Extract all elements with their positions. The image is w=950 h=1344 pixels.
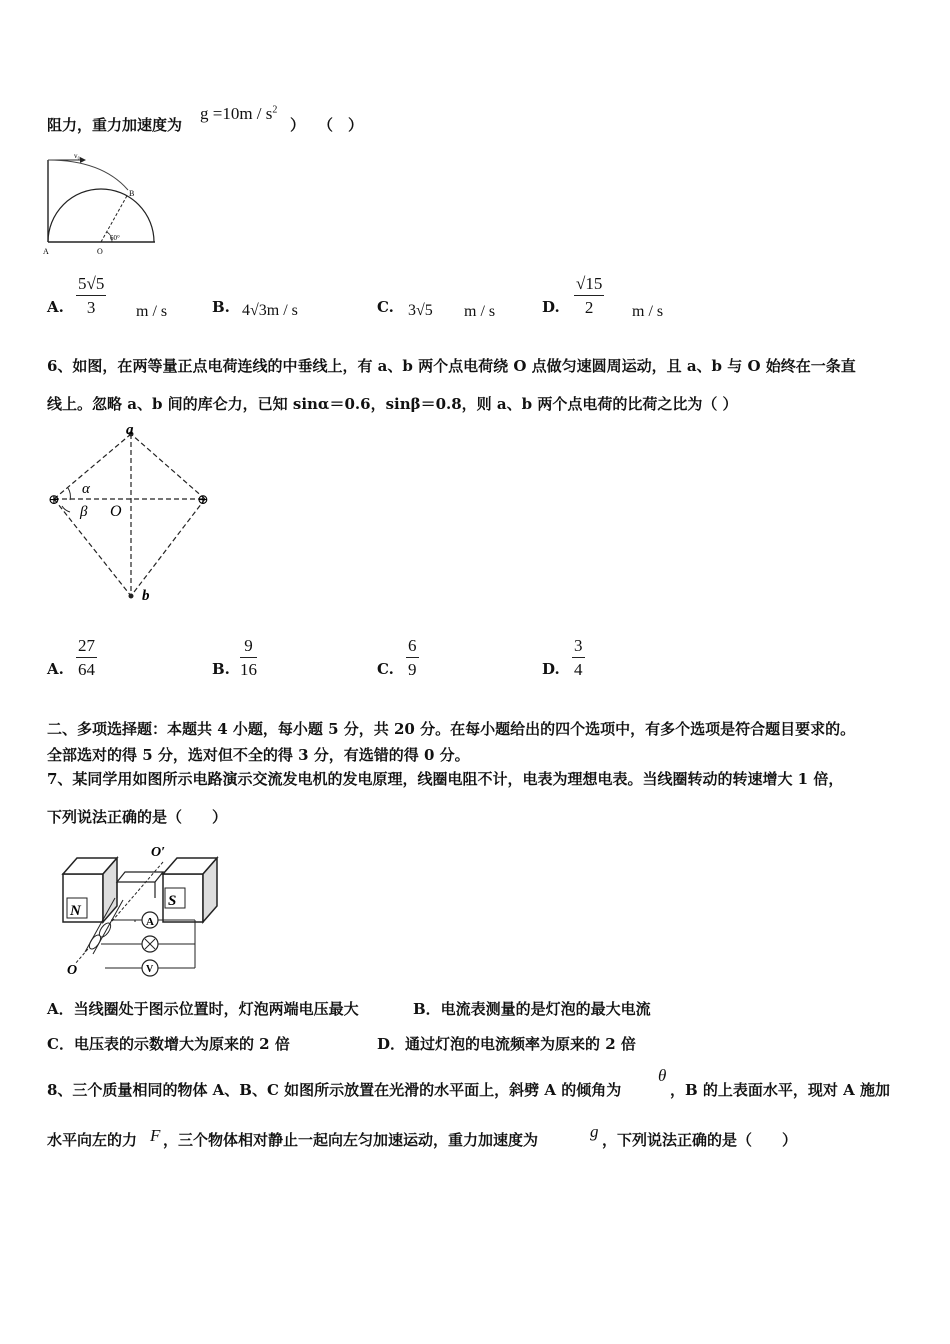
q5-label-b: B (129, 189, 135, 198)
q5-option-d-letter[interactable]: D. (542, 298, 560, 316)
q6-charge-b (129, 594, 134, 599)
q6-option-d-letter[interactable]: D. (542, 660, 560, 678)
q5-label-angle: 60° (110, 234, 120, 242)
q7-slip-ring-2 (87, 933, 103, 951)
q5-trajectory (48, 160, 128, 190)
q6-option-d-fraction (572, 636, 585, 680)
q5-v0-arrowhead (80, 157, 86, 163)
q7-coil (117, 872, 163, 882)
q5-figure (40, 150, 165, 260)
q6-option-b-denominator: 16 (240, 660, 257, 679)
q6-option-d-denominator: 4 (574, 660, 583, 679)
q7-option-b[interactable]: B．电流表测量的是灯泡的最大电流 (413, 1000, 651, 1018)
q5-paren-close: ） (290, 116, 306, 134)
q6-option-b-numerator: 9 (244, 636, 253, 655)
q5-option-d-fraction (574, 274, 604, 318)
q5-option-d-denominator: 2 (584, 298, 594, 317)
q8-force: F (150, 1126, 161, 1145)
q5-option-a-letter[interactable]: A. (47, 298, 64, 316)
q8-line2-part2: ，三个物体相对静止一起向左匀加速运动，重力加速度为 (163, 1131, 539, 1149)
q6-label-a: a (126, 422, 134, 438)
q6-option-c-numerator: 6 (408, 636, 417, 655)
q6-label-beta: β (80, 504, 88, 520)
q5-semicircle (48, 189, 154, 242)
q6-option-c-letter[interactable]: C. (377, 660, 394, 678)
q6-line-right-a (131, 434, 205, 499)
q6-label-b: b (142, 588, 150, 604)
q6-option-b-letter[interactable]: B. (212, 660, 230, 678)
q7-label-ammeter: A (146, 916, 154, 928)
q5-option-a-numerator: 5√5 (78, 274, 105, 293)
q6-option-b-fraction (240, 636, 257, 680)
q6-line1: 6、如图，在两等量正点电荷连线的中垂线上，有 a、b 两个点电荷绕 O 点做匀速圆周运动，且 a、b 与 O 始终在一条直 (47, 357, 856, 375)
q5-label-o: O (97, 247, 103, 256)
q6-charge-right: ⊕ (197, 493, 209, 508)
q5-gravity-expr: $g =10m / s^2$ (200, 104, 278, 123)
q8-line1-part1: 8、三个质量相同的物体 A、B、C 如图所示放置在光滑的水平面上，斜劈 A 的倾角为 (47, 1081, 622, 1099)
q5-option-a-denominator: 3 (86, 298, 96, 317)
q6-option-c-denominator: 9 (408, 660, 417, 679)
q6-option-a-numerator: 27 (78, 636, 95, 655)
q6-line-left-a (54, 434, 131, 499)
q6-line2: 线上。忽略 a、b 间的库仑力，已知 sinα＝0.6，sinβ＝0.8，则 a、b 两个点电荷的比荷之比为（ ） (47, 395, 738, 413)
q6-option-d-numerator: 3 (574, 636, 583, 655)
q6-label-alpha: α (82, 481, 90, 497)
q7-label-s: S (168, 893, 177, 909)
q6-charge-left: ⊕ (48, 493, 60, 508)
q8-line1-part2: ，B 的上表面水平，现对 A 施加 (670, 1081, 890, 1099)
section2-line2: 全部选对的得 5 分，选对但不全的得 3 分，有选错的得 0 分。 (47, 746, 470, 764)
q6-beta-arc (62, 506, 70, 512)
q7-option-a[interactable]: A．当线圈处于图示位置时，灯泡两端电压最大 (47, 1000, 359, 1018)
q5-option-a-fraction (76, 274, 106, 318)
q8-line2-part3: ，下列说法正确的是（ ） (602, 1131, 798, 1149)
q6-label-o: O (110, 503, 122, 520)
q5-option-c-value: 3√5 (408, 302, 433, 319)
q6-option-c-fraction (406, 636, 419, 680)
q5-line-tail: 阻力，重力加速度为 (47, 116, 183, 134)
q7-line1: 7、某同学用如图所示电路演示交流发电机的发电原理，线圈电阻不计，电表为理想电表。当线圈转动的转速增大 1 倍， (47, 770, 844, 788)
q6-option-a-denominator: 64 (78, 660, 95, 679)
q8-gravity-symbol: g (590, 1122, 599, 1141)
q7-line2: 下列说法正确的是（ ） (47, 808, 228, 826)
q5-option-c-letter[interactable]: C. (377, 298, 394, 316)
q5-option-d-numerator: √15 (576, 274, 603, 293)
section2-line1: 二、多项选择题：本题共 4 小题，每小题 5 分，共 20 分。在每小题给出的四个选项中，有多个选项是符合题目要求的。 (47, 720, 856, 738)
q7-figure (55, 842, 220, 977)
q6-line-right-b (131, 499, 205, 596)
q6-alpha-arc (68, 488, 70, 500)
q5-option-b-value: 4√3m / s (242, 302, 298, 319)
q7-option-d[interactable]: D．通过灯泡的电流频率为原来的 2 倍 (377, 1035, 636, 1053)
q7-label-o-top: O′ (151, 845, 166, 860)
q7-option-c[interactable]: C．电压表的示数增大为原来的 2 倍 (47, 1035, 290, 1053)
q7-label-voltmeter: V (146, 964, 154, 975)
q6-option-a-fraction (76, 636, 97, 680)
q5-text (47, 114, 182, 135)
q5-label-v0: v₀ (74, 152, 80, 160)
q7-label-o: O (67, 963, 78, 977)
q6-figure (40, 420, 220, 610)
q5-option-a-unit: m / s (136, 303, 168, 320)
q8-line2-part1: 水平向左的力 (47, 1131, 138, 1149)
q6-option-a-letter[interactable]: A. (47, 660, 64, 678)
q5-option-d-unit: m / s (632, 303, 664, 320)
q5-label-a: A (43, 247, 49, 256)
q5-answer-blank: （ ） (318, 116, 364, 134)
q5-option-b-letter[interactable]: B. (212, 298, 230, 316)
q5-option-c-unit: m / s (464, 303, 496, 320)
q8-theta: θ (658, 1066, 667, 1085)
q7-label-n: N (70, 903, 81, 919)
q5-gravity-exponent: 2 (272, 104, 278, 116)
